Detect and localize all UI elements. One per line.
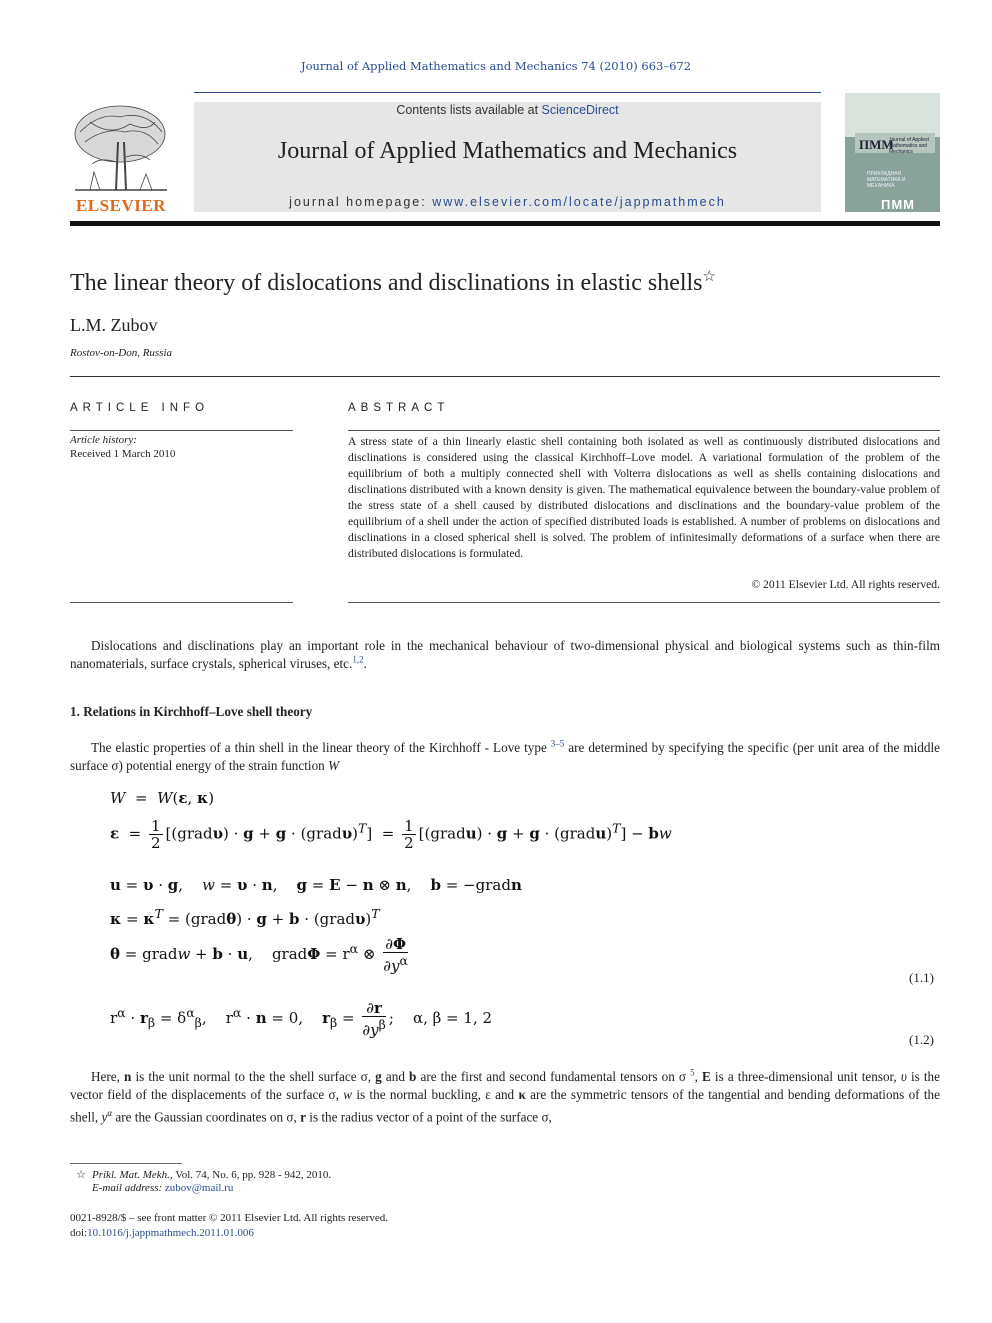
- section-heading: 1. Relations in Kirchhoff–Love shell theory: [70, 704, 313, 719]
- title-footnote-star-icon[interactable]: ☆: [702, 269, 716, 285]
- sciencedirect-link[interactable]: ScienceDirect: [541, 103, 619, 117]
- footnote-rule: [70, 1163, 182, 1164]
- issn-line: 0021-8928/$ – see front matter © 2011 Elsevier Ltd. All rights reserved.: [70, 1212, 389, 1224]
- cover-subtitle: Journal of Applied Mathematics and Mechanics: [889, 137, 929, 155]
- equation-energy: W = W(ε, κ): [110, 789, 215, 807]
- publisher-name: ELSEVIER: [76, 196, 166, 215]
- cover-top-panel: [845, 93, 940, 137]
- abstract-copyright: © 2011 Elsevier Ltd. All rights reserved.: [751, 578, 940, 591]
- cover-bottom-logo: ПММ: [881, 197, 916, 212]
- footnote-journal-rest: , Vol. 74, No. 6, pp. 928 - 942, 2010.: [169, 1169, 332, 1181]
- homepage-link[interactable]: www.elsevier.com/locate/jappmathmech: [432, 195, 726, 209]
- footnote-journal: Prikl. Mat. Mekh.: [92, 1169, 170, 1181]
- journal-citation[interactable]: Journal of Applied Mathematics and Mechanics 74 (2010) 663–672: [300, 59, 692, 73]
- contents-prefix: Contents lists available at: [396, 103, 542, 117]
- para-text-a: The elastic properties of a thin shell in the linear theory of the Kirchhoff - Love type: [91, 740, 551, 755]
- received-date: Received 1 March 2010: [70, 448, 176, 460]
- text-run: are the Gaussian coordinates on σ,: [112, 1109, 301, 1125]
- ref-5-link[interactable]: 5: [690, 1067, 695, 1078]
- section-paragraph: [70, 739, 940, 775]
- contents-line: [194, 103, 821, 117]
- footnote-star: [70, 1168, 331, 1181]
- equation-number-1: (1.1): [909, 970, 934, 985]
- abstract-top-rule: [348, 430, 940, 431]
- article-info-bottom-rule: [70, 602, 293, 603]
- text-run: and: [381, 1069, 410, 1084]
- article-info-top-rule: [70, 430, 293, 431]
- email-label: E-mail address:: [92, 1182, 165, 1194]
- equation-bending: $\kappa = \kappa^T$ = (gradθ) · g + b · (gradυ)$^T$: [110, 906, 380, 928]
- text-run: is the vector field of the displacements of the surface σ,: [70, 1069, 941, 1102]
- article-info-heading: ARTICLE INFO: [70, 402, 210, 414]
- equation-rotation: θ = gradw + b · u, gradΦ = $r^\alpha$ ⊗ $\frac{\partial\Phi}{\partial y^\alpha}$: [110, 935, 408, 975]
- cover-logo: ПММ: [859, 137, 894, 152]
- homepage-prefix: journal homepage:: [289, 195, 433, 209]
- intro-end: .: [363, 656, 367, 671]
- abstract-heading: ABSTRACT: [348, 402, 450, 414]
- header-rule: [70, 221, 940, 226]
- journal-cover-image: [845, 93, 940, 212]
- author-affiliation: Rostov-on-Don, Russia: [70, 347, 173, 359]
- text-run: are the first and second fundamental tensors on σ: [416, 1069, 691, 1084]
- equation-displacement: u = υ · g, w = υ · n, g = E − n ⊗ n, b = −gradn: [110, 876, 522, 894]
- doi-link[interactable]: 10.1016/j.jappmathmech.2011.01.006: [87, 1227, 254, 1239]
- text-run: is the unit normal to the the shell surface σ,: [131, 1069, 376, 1084]
- paper-title-text: The linear theory of dislocations and disclinations in elastic shells: [70, 270, 703, 296]
- equation-strain: ε = $\frac{1}{2}$ [(gradυ) · g + g · (gradυ)$^T$] = $\frac{1}{2}$ [(gradu) · g + g · (gradu)$^T$] − bw: [110, 817, 672, 852]
- text-run: Here,: [91, 1069, 125, 1084]
- para-citation-link[interactable]: 3–5: [550, 738, 565, 749]
- text-run: ,: [694, 1069, 703, 1084]
- abstract-text: A stress state of a thin linearly elastic shell containing both isolated as well as continuously distributed dislocations and disclinations is considered using the classical Kirchhoff–Love model. A variational formulation of the problem of the equilibrium of both a multiply connected shell with Volterra dislocations as well as shells containing dislocations and disclinations distributed with a known density is given. The mathematical equivalence between the boundary-value problem of the stress state of a shell caused by distributed dislocations and disclinations and the boundary-value problem of the equilibrium of a shell under the action of specified distributed loads is established. A number of problems on dislocations and disclinations in a closed spherical shell is solved. The problem of infinitesimally deformations of a surface when there are distributed dislocations is formulated.: [348, 435, 940, 560]
- footnote-star-icon: ☆: [76, 1169, 86, 1181]
- author-name: L.M. Zubov: [70, 315, 158, 335]
- para-text-b: are determined by specifying the specific (per unit area of the middle surface σ) potential energy of the strain function: [70, 740, 940, 773]
- email-link[interactable]: zubov@mail.ru: [164, 1182, 234, 1194]
- text-run: is the radius vector of a point of the surface σ,: [305, 1109, 552, 1125]
- article-history-label: Article history:: [70, 434, 137, 446]
- intro-citation-link[interactable]: 1,2: [352, 654, 364, 665]
- doi-label: doi:: [70, 1227, 88, 1239]
- journal-title: Journal of Applied Mathematics and Mechanics: [277, 138, 738, 164]
- text-run: are the symmetric tensors of the tangential and bending deformations of the shell,: [70, 1087, 940, 1125]
- definitions-paragraph: Here, n is the unit normal to the the shell surface σ, g and b are the first and second fundamental tensors on σ $^5$, E is a three-dimensional unit tensor, υ is the vector field of the displacements of the surface σ, w is the normal buckling, ε and κ are the symmetric tensors of the tangential and bending deformations of the shell, $y^\alpha$ are the Gaussian coordinates on σ, r is the radius vector of a point of the surface σ,: [70, 1067, 941, 1125]
- homepage-line: [194, 195, 821, 209]
- title-divider: [70, 376, 940, 377]
- para-var-w: W: [328, 758, 340, 773]
- text-run: is a three-dimensional unit tensor,: [710, 1069, 901, 1084]
- intro-text: Dislocations and disclinations play an important role in the mechanical behaviour of two-dimensional physical and biological systems such as thin-film nanomaterials, surface crystals, spherical viruses, etc.: [70, 638, 940, 671]
- text-run: is the normal buckling, ε and: [352, 1087, 519, 1102]
- banner-top-rule: [194, 92, 821, 93]
- intro-paragraph: [70, 637, 940, 673]
- paper-title: [70, 270, 716, 297]
- equation-number-2: (1.2): [909, 1032, 934, 1047]
- abstract-bottom-rule: [348, 602, 940, 603]
- equation-basis: $r^\alpha \cdot r_\beta = \delta^\alpha_\beta$, $r^\alpha \cdot n = 0$, $r_\beta$ = $\frac{\partial r}{\partial y^\beta}$ ; α, β = 1, 2: [110, 999, 493, 1039]
- doi-line: [70, 1227, 254, 1239]
- footnote-email: [92, 1182, 233, 1194]
- cover-russian-title: ПРИКЛАДНАЯ МАТЕМАТИКА И МЕХАНИКА: [867, 171, 906, 189]
